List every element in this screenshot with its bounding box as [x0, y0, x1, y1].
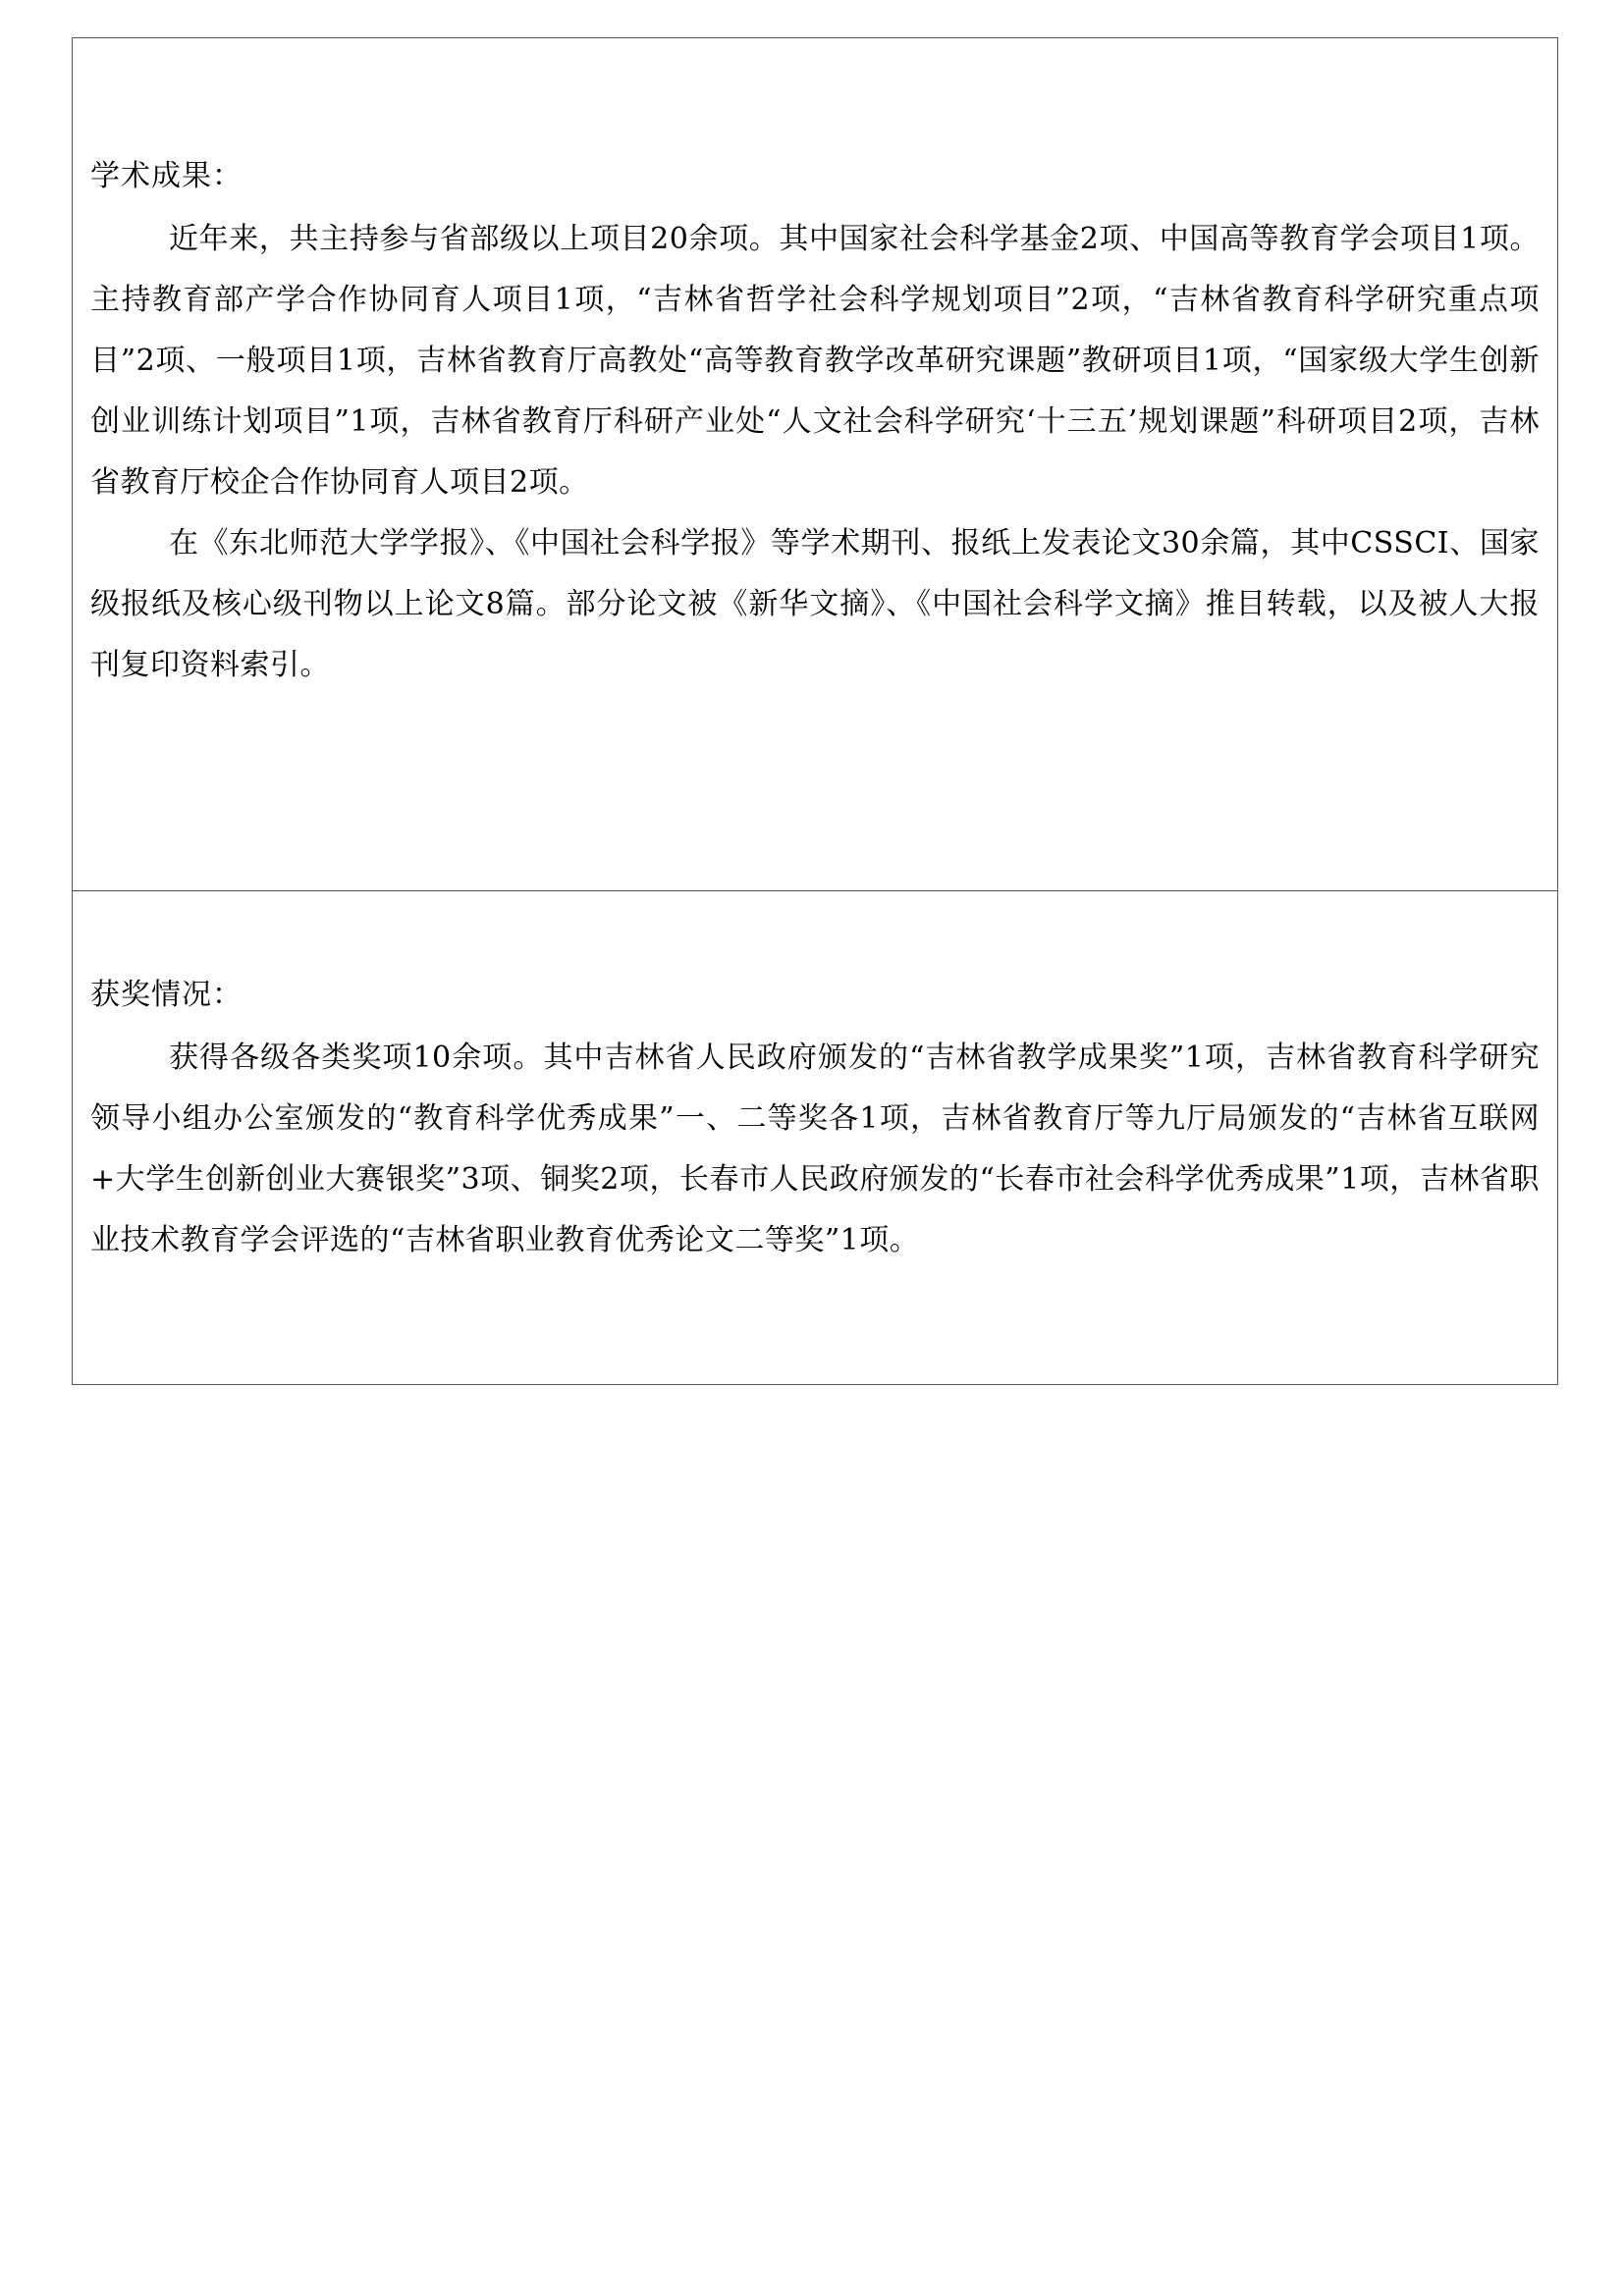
academic-publications-paragraph: 在《东北师范大学学报》、《中国社会科学报》等学术期刊、报纸上发表论文30余篇，其中CSSCI、国家级报纸及核心级刊物以上论文8篇。部分论文被《新华文摘》、《中国社会科学文摘》推目转载，以及被人大报刊复印资料索引。	[90, 526, 1540, 682]
academic-achievements-heading: 学术成果：	[90, 159, 243, 193]
academic-projects-paragraph: 近年来，共主持参与省部级以上项目20余项。其中国家社会科学基金2项、中国高等教育学会项目1项。主持教育部产学合作协同育人项目1项，“吉林省哲学社会科学规划项目”2项，“吉林省教育科学研究重点项目”2项、一般项目1项，吉林省教育厅高教处“高等教育教学改革研究课题”教研项目1项，“国家级大学生创新创业训练计划项目”1项，吉林省教育厅科研产业处“人文社会科学研究‘十三五’规划课题”科研项目2项，吉林省教育厅校企合作协同育人项目2项。	[90, 222, 1540, 500]
awards-heading: 获奖情况：	[90, 978, 243, 1012]
form-table	[72, 37, 1558, 1385]
academic-achievements-cell	[73, 38, 1557, 891]
awards-cell	[73, 891, 1557, 1384]
awards-paragraph: 获得各级各类奖项10余项。其中吉林省人民政府颁发的“吉林省教学成果奖”1项，吉林省教育科学研究领导小组办公室颁发的“教育科学优秀成果”一、二等奖各1项，吉林省教育厅等九厅局颁发的“吉林省互联网+大学生创新创业大赛银奖”3项、铜奖2项，长春市人民政府颁发的“长春市社会科学优秀成果”1项，吉林省职业技术教育学会评选的“吉林省职业教育优秀论文二等奖”1项。	[90, 1041, 1540, 1257]
